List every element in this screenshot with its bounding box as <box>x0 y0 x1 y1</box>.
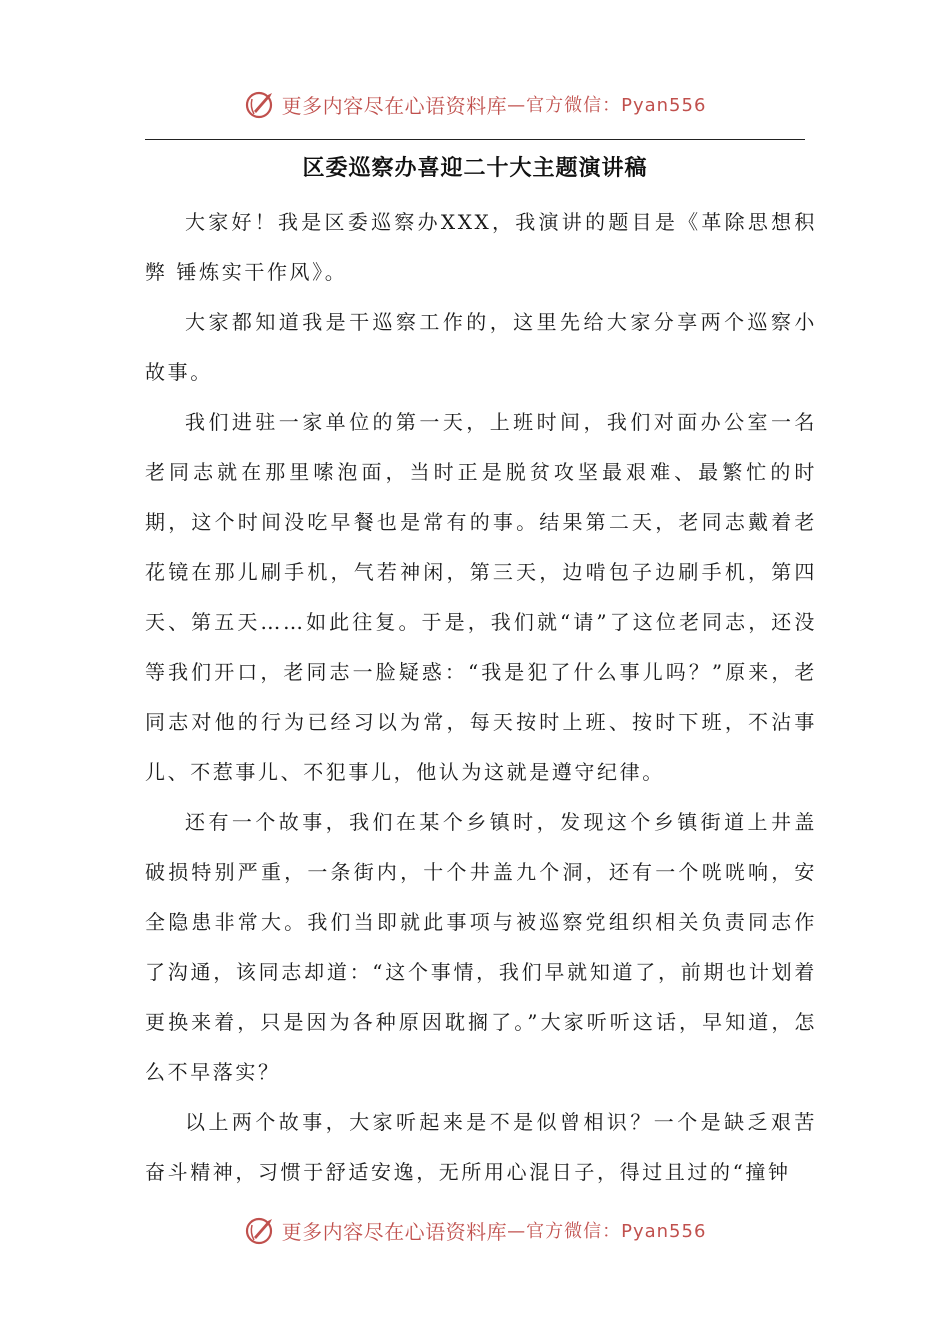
header-divider <box>145 139 805 140</box>
paragraph: 大家都知道我是干巡察工作的，这里先给大家分享两个巡察小故事。 <box>145 310 817 384</box>
header-brand-text: 更多内容尽在心语资料库 <box>281 93 508 118</box>
pen-circle-logo-icon <box>244 1213 278 1247</box>
page-footer-watermark <box>0 1208 950 1252</box>
paragraph: 以上两个故事，大家听起来是不是似曾相识？一个是缺乏艰苦奋斗精神，习惯于舒适安逸，无所用心混日子，得过且过的“撞钟 <box>145 1110 817 1184</box>
paragraph: 大家好！我是区委巡察办XXX，我演讲的题目是《革除思想积弊 锤炼实干作风》。 <box>145 210 817 284</box>
paragraph: 还有一个故事，我们在某个乡镇时，发现这个乡镇街道上井盖破损特别严重，一条街内，十个井盖九个洞，还有一个咣咣响，安全隐患非常大。我们当即就此事项与被巡察党组织相关负责同志作了沟通，该同志却道：“这个事情，我们早就知道了，前期也计划着更换来着，只是因为各种原因耽搁了。”大家听听这话，早知道，怎么不早落实？ <box>145 810 817 1084</box>
page-header-watermark <box>0 82 950 126</box>
document-body <box>145 197 817 1197</box>
paragraph: 我们进驻一家单位的第一天，上班时间，我们对面办公室一名老同志就在那里嗦泡面，当时正是脱贫攻坚最艰难、最繁忙的时期，这个时间没吃早餐也是常有的事。结果第二天，老同志戴着老花镜在那儿刷手机，气若神闲，第三天，边啃包子边刷手机，第四天、第五天……如此往复。于是，我们就“请”了这位老同志，还没等我们开口，老同志一脸疑惑：“我是犯了什么事儿吗？”原来，老同志对他的行为已经习以为常，每天按时上班、按时下班，不沾事儿、不惹事儿、不犯事儿，他认为这就是遵守纪律。 <box>145 410 817 784</box>
footer-official-wechat: —官方微信：Pyan556 <box>507 1221 707 1242</box>
header-official-wechat: —官方微信：Pyan556 <box>507 95 707 116</box>
document-title: 区委巡察办喜迎二十大主题演讲稿 <box>302 156 648 181</box>
pen-circle-logo-icon <box>244 87 278 121</box>
footer-brand-text: 更多内容尽在心语资料库 <box>281 1219 508 1244</box>
